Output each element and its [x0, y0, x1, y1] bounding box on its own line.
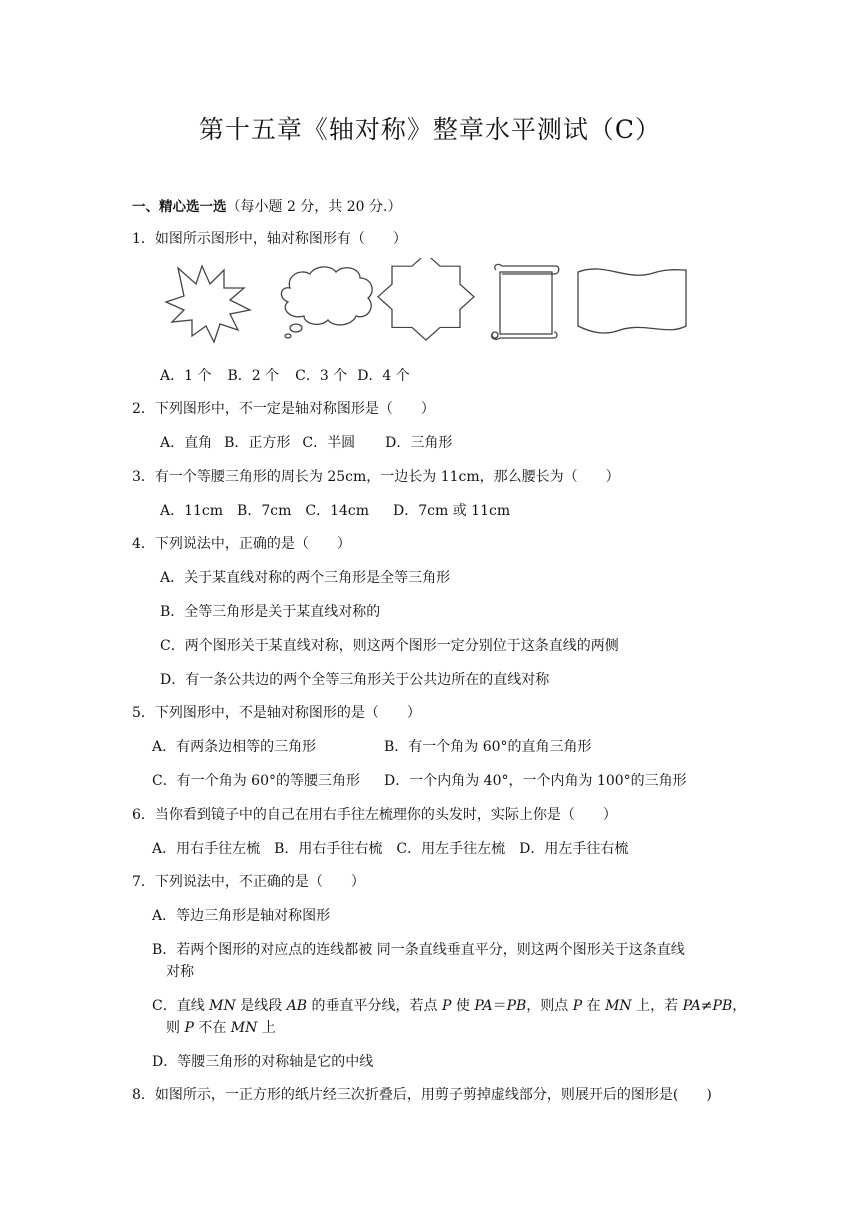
section-heading-label: 一、精心选一选: [132, 199, 227, 215]
option-d: D．7cm 或 11cm: [393, 503, 511, 519]
question-7-option-c-continued: [166, 1019, 276, 1037]
text-fragment: ，则点: [526, 998, 573, 1014]
option-d: D．4 个: [357, 368, 410, 384]
option-a: A．直角: [160, 435, 213, 451]
option-c: C．14cm: [305, 503, 370, 519]
question-6-stem: 6．当你看到镜子中的自己在用右手往左梳理你的头发时，实际上你是（ ）: [132, 807, 617, 823]
text-fragment: 不在: [193, 1020, 231, 1036]
question-7-option-d: D．等腰三角形的对称轴是它的中线: [152, 1054, 374, 1070]
math-var: MN: [230, 1020, 258, 1036]
question-1-figures: [158, 258, 698, 348]
section-heading: [132, 198, 401, 216]
text-fragment: ，: [732, 998, 747, 1014]
option-a: A．用右手往左梳: [152, 841, 261, 857]
math-var: MN: [605, 998, 632, 1014]
question-4-option-d: D．有一条公共边的两个全等三角形关于公共边所在的直线对称: [160, 672, 550, 688]
question-4-option-c: C．两个图形关于某直线对称，则这两个图形一定分别位于这条直线的两侧: [160, 638, 619, 654]
question-2-stem: 2．下列图形中，不一定是轴对称图形是（ ）: [132, 401, 435, 417]
star-burst-icon: [166, 266, 250, 342]
question-4-option-a: A．关于某直线对称的两个三角形是全等三角形: [160, 570, 451, 586]
question-2-options: [160, 434, 468, 452]
text-fragment: ＝: [492, 998, 507, 1014]
question-4-stem: 4．下列说法中，正确的是（ ）: [132, 536, 351, 552]
question-8-stem: 8．如图所示，一正方形的纸片经三次折叠后，用剪子剪掉虚线部分，则展开后的图形是( ): [132, 1087, 712, 1103]
page-title: 第十五章《轴对称》整章水平测试（C）: [198, 115, 662, 144]
option-a: A．11cm: [160, 503, 224, 519]
math-var: PA: [474, 998, 493, 1014]
scroll-icon: [492, 264, 559, 339]
section-heading-note: （每小题 2 分，共 20 分.）: [226, 199, 402, 215]
question-7-stem: 7．下列说法中，不正确的是（ ）: [132, 874, 365, 890]
text-fragment: 的垂直平分线，若点: [307, 998, 442, 1014]
wavy-flag-icon: [578, 269, 686, 333]
text-fragment: 是线段: [235, 998, 287, 1014]
question-3-options: [160, 502, 526, 520]
option-b: B．2 个: [227, 368, 280, 384]
question-1-stem: 1．如图所示图形中，轴对称图形有（ ）: [132, 231, 407, 247]
question-3-stem: 3．有一个等腰三角形的周长为 25cm，一边长为 11cm，那么腰长为（ ）: [132, 469, 620, 485]
question-5-option-b: B．有一个角为 60°的直角三角形: [384, 739, 592, 755]
text-fragment: 上，若: [631, 998, 683, 1014]
question-1-options: [160, 367, 426, 385]
option-b: B．正方形: [224, 435, 291, 451]
math-var: PA≠PB: [682, 998, 733, 1014]
thought-cloud-icon: [281, 267, 372, 338]
text-fragment: 在: [582, 998, 606, 1014]
math-var: MN: [209, 998, 236, 1014]
question-7-option-a: A．等边三角形是轴对称图形: [152, 908, 331, 924]
question-5-option-a: A．有两条边相等的三角形: [152, 739, 317, 755]
option-c: C．用左手往左梳: [396, 841, 506, 857]
text-fragment: C．直线: [152, 998, 210, 1014]
option-b: B．用右手往右梳: [274, 841, 383, 857]
question-5-option-c: C．有一个角为 60°的等腰三角形: [152, 773, 360, 789]
question-4-option-b: B．全等三角形是关于某直线对称的: [160, 604, 381, 620]
math-var: PB: [506, 998, 527, 1014]
eight-point-star-icon: [378, 258, 474, 340]
math-var: P: [572, 998, 583, 1014]
question-7-option-b: B．若两个图形的对应点的连线都被 同一条直线垂直平分，则这两个图形关于这条直线: [152, 942, 685, 958]
math-var: P: [441, 998, 452, 1014]
text-fragment: 则: [166, 1020, 185, 1036]
math-var: P: [184, 1020, 194, 1036]
question-7-option-b-continued: 对称: [166, 964, 194, 980]
text-fragment: 上: [257, 1020, 276, 1036]
text-fragment: 使: [451, 998, 475, 1014]
question-6-options: [152, 840, 644, 858]
option-c: C．半圆: [302, 435, 356, 451]
option-d: D．用左手往右梳: [519, 841, 629, 857]
question-5-stem: 5．下列图形中，不是轴对称图形的是（ ）: [132, 705, 421, 721]
option-a: A．1 个: [160, 368, 212, 384]
option-d: D．三角形: [385, 435, 453, 451]
question-5-option-d: D．一个内角为 40°，一个内角为 100°的三角形: [384, 773, 687, 789]
option-b: B．7cm: [237, 503, 292, 519]
math-var: AB: [286, 998, 308, 1014]
question-7-option-c: [152, 997, 746, 1015]
option-c: C．3 个: [295, 368, 348, 384]
